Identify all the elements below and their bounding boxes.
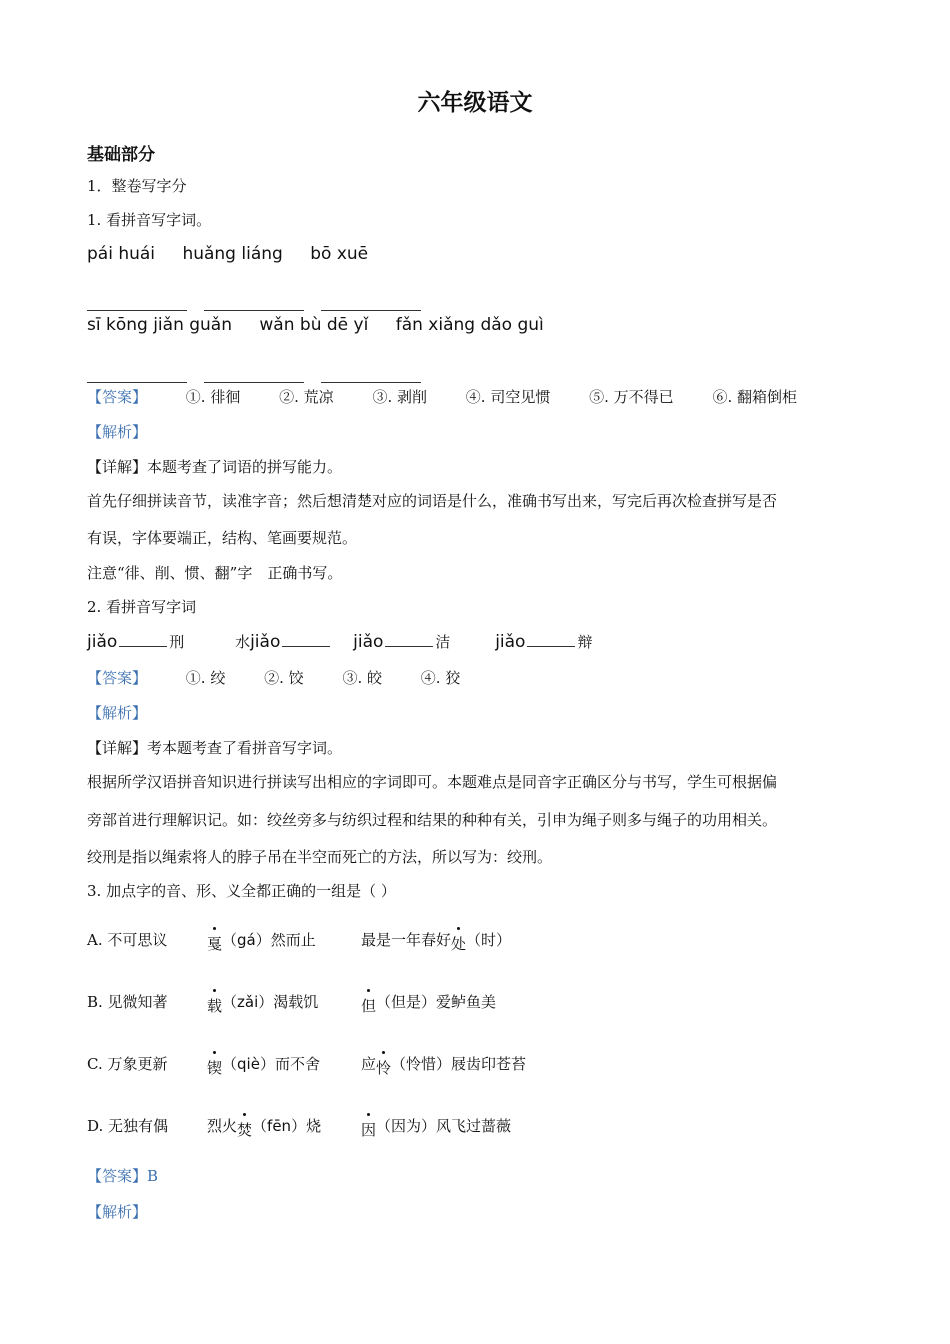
answer-blank (321, 381, 421, 383)
dotted-char: 戛 (207, 935, 223, 953)
q1-detail: 【详解】本题考查了词语的拼写能力。 (87, 458, 343, 476)
answer-label: 【答案】 (87, 388, 148, 406)
q1-prompt: 1. 看拼音写字词。 (87, 211, 212, 229)
q1-blanks-row2 (87, 368, 438, 387)
q3-option-a: A. 不可思议 戛（gá）然而止 最是一年春好处（时） (87, 931, 512, 953)
q1-header: 1．整卷写字分 (87, 177, 187, 195)
pinyin-item: huǎng liáng (182, 244, 283, 264)
answer-blank (385, 632, 433, 647)
pinyin-item: sī kōng jiǎn guǎn (87, 315, 232, 335)
answer-item: ①. 绞 (185, 669, 226, 687)
q2-item: jiǎo 洁 (353, 632, 451, 652)
pinyin-item: wǎn bù dē yǐ (259, 315, 369, 335)
answer-label: 【答案】 (87, 669, 148, 687)
q3-option-d: D. 无独有偶 烈火焚（fēn）烧 因（因为）风飞过蔷薇 (87, 1117, 512, 1139)
q1-pinyin-row1 (87, 244, 390, 264)
dotted-char: 因 (361, 1121, 377, 1139)
q3-option-b: B. 见微知著 载（zǎi）渴载饥 但（但是）爱鲈鱼美 (87, 993, 497, 1015)
q1-para3: 注意“徘、削、惯、翻”字 正确书写。 (87, 564, 343, 582)
answer-blank (527, 632, 575, 647)
q2-prompt: 2. 看拼音写字词 (87, 598, 197, 616)
page-title: 六年级语文 (417, 89, 533, 116)
answer-item: ①. 徘徊 (185, 388, 241, 406)
q1-analysis-label: 【解析】 (87, 423, 148, 441)
answer-item: ②. 饺 (264, 669, 304, 687)
q2-answer (87, 668, 494, 688)
answer-label: 【答案】 (87, 1167, 148, 1185)
answer-blank (119, 632, 167, 647)
answer-blank (204, 381, 304, 383)
answer-item: ⑤. 万不得已 (589, 388, 674, 406)
q2-para2: 旁部首进行理解识记。如：绞丝旁多与纺织过程和结果的种种有关，引申为绳子则多与绳子的功用相关。 (87, 811, 778, 829)
q2-analysis-label: 【解析】 (87, 704, 148, 722)
pinyin-item: bō xuē (310, 244, 369, 264)
option-label: A. 不可思议 (87, 931, 168, 949)
answer-blank (87, 309, 187, 311)
pinyin-item: fǎn xiǎng dǎo guì (395, 315, 544, 335)
q1-blanks-row1 (87, 296, 438, 315)
q1-para1: 首先仔细拼读音节，读准字音；然后想清楚对应的词语是什么，准确书写出来，写完后再次检查拼写是否 (87, 492, 778, 510)
dotted-char: 怜 (376, 1059, 392, 1077)
q2-items (87, 632, 592, 652)
option-label: B. 见微知著 (87, 993, 168, 1011)
answer-item: ②. 荒凉 (279, 388, 334, 406)
answer-blank (87, 381, 187, 383)
answer-blank (321, 309, 421, 311)
dotted-char: 处 (451, 935, 467, 953)
q2-item: 水jiǎo (235, 633, 332, 651)
pinyin-item: pái huái (87, 244, 156, 264)
q1-answer (87, 387, 831, 407)
answer-item: ④. 狡 (420, 669, 461, 687)
dotted-char: 但 (361, 997, 377, 1015)
q3-analysis-label: 【解析】 (87, 1203, 148, 1221)
q2-item: jiǎo 辩 (495, 632, 593, 652)
dotted-char: 锲 (207, 1059, 223, 1077)
q2-para1: 根据所学汉语拼音知识进行拼读写出相应的字词即可。本题难点是同音字正确区分与书写，学生可根据偏 (87, 773, 778, 791)
q3-answer (87, 1166, 158, 1186)
section-heading: 基础部分 (87, 145, 155, 165)
q1-pinyin-row2 (87, 315, 566, 335)
dotted-char: 载 (207, 997, 223, 1015)
answer-item: ④. 司空见惯 (465, 388, 551, 406)
answer-item: ③. 皎 (342, 669, 382, 687)
q2-item: jiǎo 刑 (87, 632, 185, 652)
q2-para3: 绞刑是指以绳索将人的脖子吊在半空而死亡的方法，所以写为：绞刑。 (87, 848, 553, 866)
q2-detail: 【详解】考本题考查了看拼音写字词。 (87, 739, 343, 757)
q1-para2: 有误，字体要端正，结构、笔画要规范。 (87, 529, 358, 547)
q3-option-c: C. 万象更新 锲（qiè）而不舍 应怜（怜惜）屐齿印苍苔 (87, 1055, 527, 1077)
option-label: D. 无独有偶 (87, 1117, 169, 1135)
q3-prompt: 3. 加点字的音、形、义全都正确的一组是（ ） (87, 882, 396, 900)
dotted-char: 焚 (237, 1121, 253, 1139)
answer-blank (282, 632, 330, 647)
answer-blank (204, 309, 304, 311)
answer-item: ⑥. 翻箱倒柜 (712, 388, 797, 406)
option-label: C. 万象更新 (87, 1055, 168, 1073)
answer-item: ③. 剥削 (372, 388, 427, 406)
answer-value: B (147, 1167, 159, 1185)
